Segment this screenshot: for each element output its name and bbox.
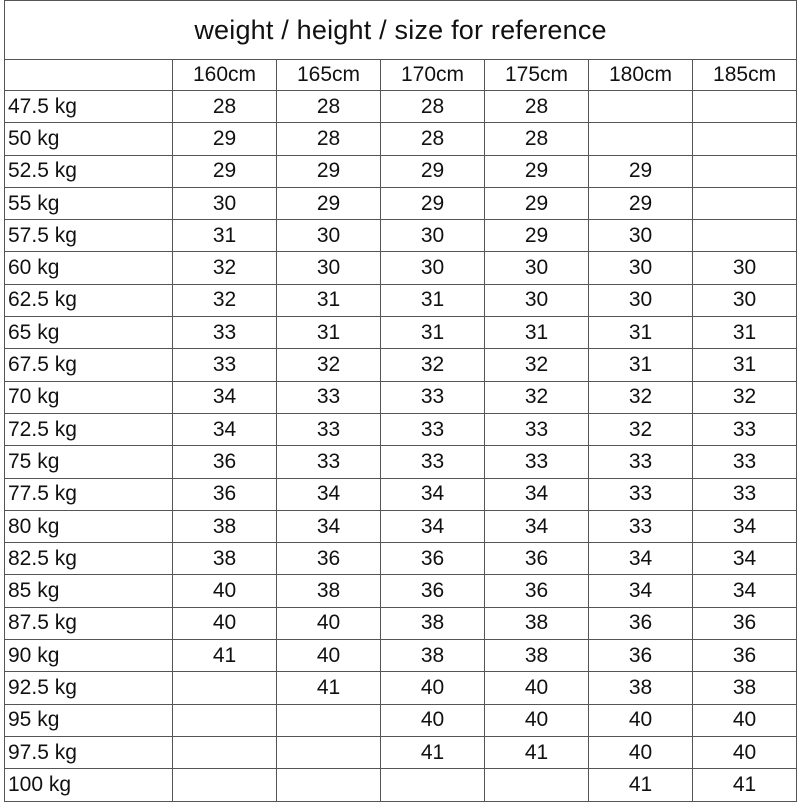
- table-row: [5, 640, 797, 672]
- size-cell: 28: [277, 123, 381, 155]
- size-cell: 28: [277, 91, 381, 123]
- size-cell: 29: [173, 123, 277, 155]
- weight-label: 77.5 kg: [5, 478, 173, 510]
- size-cell: 38: [485, 640, 589, 672]
- size-cell: 38: [381, 607, 485, 639]
- size-cell: [693, 220, 797, 252]
- height-header: 180cm: [589, 60, 693, 91]
- size-cell: 28: [381, 91, 485, 123]
- size-cell: 40: [589, 736, 693, 768]
- weight-label: 55 kg: [5, 187, 173, 219]
- size-cell: 31: [277, 317, 381, 349]
- size-cell: 33: [381, 413, 485, 445]
- weight-label: 50 kg: [5, 123, 173, 155]
- weight-label: 92.5 kg: [5, 672, 173, 704]
- size-cell: 40: [381, 672, 485, 704]
- size-cell: [173, 672, 277, 704]
- size-cell: 32: [173, 252, 277, 284]
- table-row: [5, 413, 797, 445]
- size-cell: 40: [277, 607, 381, 639]
- size-cell: 34: [173, 381, 277, 413]
- size-cell: 34: [381, 510, 485, 542]
- table-row: [5, 607, 797, 639]
- size-cell: 38: [277, 575, 381, 607]
- weight-label: 65 kg: [5, 317, 173, 349]
- size-cell: 36: [589, 640, 693, 672]
- table-row: [5, 284, 797, 316]
- size-cell: 32: [485, 381, 589, 413]
- size-cell: 34: [173, 413, 277, 445]
- size-cell: 41: [693, 769, 797, 801]
- weight-label: 52.5 kg: [5, 155, 173, 187]
- size-chart: [4, 0, 796, 809]
- table-row: [5, 91, 797, 123]
- height-header: 165cm: [277, 60, 381, 91]
- size-cell: 38: [173, 543, 277, 575]
- size-cell: 29: [277, 155, 381, 187]
- size-cell: 32: [589, 413, 693, 445]
- size-cell: 32: [589, 381, 693, 413]
- size-cell: 30: [693, 252, 797, 284]
- size-cell: 30: [277, 252, 381, 284]
- size-cell: 41: [485, 736, 589, 768]
- size-cell: 34: [277, 510, 381, 542]
- size-cell: 36: [173, 478, 277, 510]
- size-cell: 34: [693, 575, 797, 607]
- size-cell: 38: [485, 607, 589, 639]
- size-cell: 34: [589, 543, 693, 575]
- weight-label: 95 kg: [5, 704, 173, 736]
- table-row: [5, 672, 797, 704]
- size-cell: [277, 736, 381, 768]
- size-cell: 36: [693, 640, 797, 672]
- size-cell: 36: [173, 446, 277, 478]
- size-cell: 34: [381, 478, 485, 510]
- size-cell: 33: [589, 478, 693, 510]
- size-cell: 33: [381, 381, 485, 413]
- weight-label: 80 kg: [5, 510, 173, 542]
- size-cell: 28: [381, 123, 485, 155]
- size-cell: 38: [381, 640, 485, 672]
- size-cell: 31: [381, 284, 485, 316]
- weight-label: 100 kg: [5, 769, 173, 801]
- size-cell: 33: [485, 413, 589, 445]
- size-cell: 29: [589, 187, 693, 219]
- size-cell: 38: [173, 510, 277, 542]
- size-cell: 30: [173, 187, 277, 219]
- size-cell: 32: [277, 349, 381, 381]
- size-cell: 40: [693, 704, 797, 736]
- size-cell: [693, 123, 797, 155]
- size-cell: 34: [693, 543, 797, 575]
- size-cell: 32: [173, 284, 277, 316]
- size-cell: 34: [277, 478, 381, 510]
- weight-label: 60 kg: [5, 252, 173, 284]
- size-cell: 36: [381, 575, 485, 607]
- size-cell: [693, 155, 797, 187]
- size-cell: 31: [381, 317, 485, 349]
- weight-label: 72.5 kg: [5, 413, 173, 445]
- size-cell: 30: [485, 284, 589, 316]
- table-row: [5, 446, 797, 478]
- table-row: [5, 349, 797, 381]
- size-cell: 31: [277, 284, 381, 316]
- size-cell: 34: [485, 478, 589, 510]
- size-cell: 36: [381, 543, 485, 575]
- table-row: [5, 123, 797, 155]
- height-header: 160cm: [173, 60, 277, 91]
- size-cell: [277, 704, 381, 736]
- size-cell: 31: [589, 317, 693, 349]
- table-row: [5, 543, 797, 575]
- size-cell: 33: [589, 446, 693, 478]
- size-cell: 29: [485, 155, 589, 187]
- weight-label: 87.5 kg: [5, 607, 173, 639]
- table-row: [5, 155, 797, 187]
- size-cell: 40: [173, 575, 277, 607]
- size-cell: 30: [589, 284, 693, 316]
- size-cell: [589, 123, 693, 155]
- table-title: weight / height / size for reference: [5, 1, 797, 60]
- size-cell: 31: [589, 349, 693, 381]
- weight-label: 97.5 kg: [5, 736, 173, 768]
- size-cell: 29: [381, 187, 485, 219]
- size-cell: 33: [173, 317, 277, 349]
- weight-label: 47.5 kg: [5, 91, 173, 123]
- size-cell: 41: [589, 769, 693, 801]
- table-row: [5, 252, 797, 284]
- size-cell: [381, 769, 485, 801]
- size-cell: 29: [485, 187, 589, 219]
- size-cell: 40: [173, 607, 277, 639]
- size-cell: 33: [693, 413, 797, 445]
- size-cell: 36: [485, 575, 589, 607]
- weight-label: 82.5 kg: [5, 543, 173, 575]
- size-cell: 31: [693, 317, 797, 349]
- table-row: [5, 704, 797, 736]
- size-cell: 33: [277, 413, 381, 445]
- size-cell: [173, 769, 277, 801]
- table-row: [5, 381, 797, 413]
- size-cell: 40: [485, 672, 589, 704]
- table-row: [5, 510, 797, 542]
- size-cell: 34: [485, 510, 589, 542]
- size-cell: [485, 769, 589, 801]
- size-cell: 30: [485, 252, 589, 284]
- size-cell: 32: [485, 349, 589, 381]
- table-row: [5, 769, 797, 801]
- table-row: [5, 187, 797, 219]
- size-cell: 38: [693, 672, 797, 704]
- weight-label: 75 kg: [5, 446, 173, 478]
- size-cell: [173, 704, 277, 736]
- height-header: 185cm: [693, 60, 797, 91]
- size-cell: [277, 769, 381, 801]
- size-cell: 28: [485, 123, 589, 155]
- size-cell: 33: [277, 446, 381, 478]
- size-cell: 36: [277, 543, 381, 575]
- size-cell: 33: [693, 446, 797, 478]
- size-cell: 40: [485, 704, 589, 736]
- size-cell: 36: [693, 607, 797, 639]
- size-cell: 29: [277, 187, 381, 219]
- size-cell: 28: [485, 91, 589, 123]
- size-cell: 33: [693, 478, 797, 510]
- size-cell: 33: [277, 381, 381, 413]
- weight-label: 85 kg: [5, 575, 173, 607]
- size-cell: 33: [485, 446, 589, 478]
- size-cell: 31: [693, 349, 797, 381]
- size-cell: 40: [589, 704, 693, 736]
- size-cell: 29: [485, 220, 589, 252]
- size-cell: [173, 736, 277, 768]
- size-cell: 29: [381, 155, 485, 187]
- height-header: 170cm: [381, 60, 485, 91]
- size-cell: 33: [381, 446, 485, 478]
- size-cell: [693, 187, 797, 219]
- weight-label: 57.5 kg: [5, 220, 173, 252]
- table-row: [5, 575, 797, 607]
- size-cell: 41: [277, 672, 381, 704]
- size-cell: 32: [381, 349, 485, 381]
- size-cell: 40: [277, 640, 381, 672]
- weight-label: 67.5 kg: [5, 349, 173, 381]
- size-cell: 36: [589, 607, 693, 639]
- size-cell: 41: [173, 640, 277, 672]
- size-cell: 30: [693, 284, 797, 316]
- weight-label: 90 kg: [5, 640, 173, 672]
- size-cell: 30: [589, 252, 693, 284]
- height-header: 175cm: [485, 60, 589, 91]
- size-cell: 28: [173, 91, 277, 123]
- size-cell: 30: [381, 220, 485, 252]
- size-cell: 32: [693, 381, 797, 413]
- size-cell: 31: [485, 317, 589, 349]
- size-cell: 34: [693, 510, 797, 542]
- size-cell: [693, 91, 797, 123]
- size-cell: 33: [173, 349, 277, 381]
- table-row: [5, 220, 797, 252]
- size-cell: 33: [589, 510, 693, 542]
- size-cell: 40: [693, 736, 797, 768]
- size-cell: 30: [381, 252, 485, 284]
- weight-label: 62.5 kg: [5, 284, 173, 316]
- size-cell: 31: [173, 220, 277, 252]
- size-cell: 38: [589, 672, 693, 704]
- size-cell: 41: [381, 736, 485, 768]
- size-cell: 30: [277, 220, 381, 252]
- size-cell: 29: [589, 155, 693, 187]
- size-cell: 34: [589, 575, 693, 607]
- table-row: [5, 317, 797, 349]
- weight-label: 70 kg: [5, 381, 173, 413]
- size-cell: [589, 91, 693, 123]
- table-row: [5, 478, 797, 510]
- size-cell: 40: [381, 704, 485, 736]
- size-cell: 30: [589, 220, 693, 252]
- size-cell: 29: [173, 155, 277, 187]
- corner-cell: [5, 60, 173, 91]
- size-cell: 36: [485, 543, 589, 575]
- size-table: [4, 0, 797, 802]
- height-header-row: [5, 60, 797, 91]
- table-row: [5, 736, 797, 768]
